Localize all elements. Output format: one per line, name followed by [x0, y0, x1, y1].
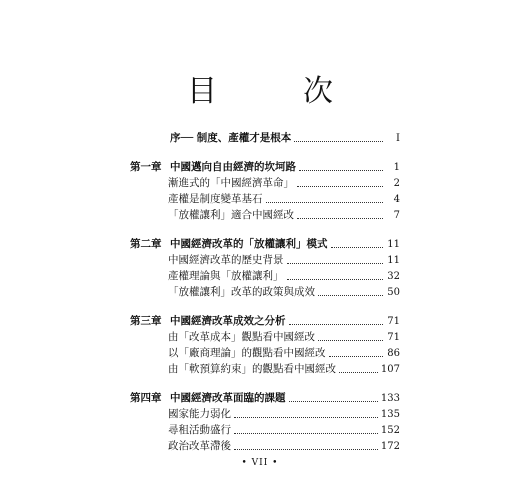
toc-section-row: [130, 207, 400, 223]
section-title: 產權是制度變革基石: [168, 193, 263, 205]
dot-leader: [287, 279, 384, 280]
dot-leader: [331, 247, 384, 248]
chapter-title: 中國邁向自由經濟的坎坷路: [170, 161, 296, 173]
chapter-number: 第一章: [130, 161, 162, 173]
page-number: 133: [380, 393, 400, 404]
section-title: 「放權讓利」適合中國經改: [168, 209, 294, 221]
page-number: 32: [387, 271, 400, 282]
section-title: 由「軟預算約束」的觀點看中國經改: [168, 363, 336, 375]
page-number: 135: [380, 409, 400, 420]
toc-section-row: [130, 345, 400, 361]
toc-section-row: [130, 422, 400, 438]
section-title: 中國經濟改革的歷史背景: [168, 254, 284, 266]
toc-section-row: [130, 175, 400, 191]
dot-leader: [234, 433, 378, 434]
section-title: 以「廠商理論」的觀點看中國經改: [168, 347, 326, 359]
page-number: 11: [387, 255, 400, 266]
page-number: 11: [387, 239, 400, 250]
chapter-number: 第四章: [130, 392, 162, 404]
dot-leader: [318, 340, 383, 341]
page-number: 7: [393, 210, 400, 221]
section-title: 產權理論與「放權讓利」: [168, 270, 284, 282]
dot-leader: [266, 202, 384, 203]
chapter-title: 中國經濟改革的「放權讓利」模式: [170, 238, 328, 250]
toc-chapter-row: [130, 159, 400, 175]
page-number: 86: [387, 348, 400, 359]
page-number: 152: [380, 425, 400, 436]
toc-section-row: [130, 329, 400, 345]
chapter-title: 中國經濟改革面臨的課題: [170, 392, 286, 404]
dot-leader: [297, 186, 383, 187]
page-number: 2: [393, 178, 400, 189]
toc-section-row: [130, 284, 400, 300]
toc-section-row: [130, 361, 400, 377]
toc-chapter-row: [130, 313, 400, 329]
chapter-number: 第三章: [130, 315, 162, 327]
dot-leader: [339, 372, 378, 373]
page-number: 71: [387, 316, 400, 327]
section-title: 「放權讓利」改革的政策與成效: [168, 286, 315, 298]
dot-leader: [299, 170, 383, 171]
chapter-title: 中國經濟改革成效之分析: [170, 315, 286, 327]
section-title: 國家能力弱化: [168, 408, 231, 420]
chapter-number: 第二章: [130, 238, 162, 250]
section-title: 尋租活動盛行: [168, 424, 231, 436]
toc-chapter-row: [130, 130, 400, 146]
dot-leader: [287, 263, 384, 264]
page-number: 172: [380, 441, 400, 452]
page-number: 1: [393, 162, 400, 173]
dot-leader: [289, 401, 378, 402]
toc-chapter-row: [130, 236, 400, 252]
page-number: 71: [387, 332, 400, 343]
dot-leader: [289, 324, 384, 325]
toc-section-row: [130, 406, 400, 422]
table-of-contents: [130, 130, 400, 454]
toc-section-row: [130, 438, 400, 454]
page-number-footer: • VII •: [241, 458, 279, 468]
dot-leader: [234, 417, 378, 418]
toc-section-row: [130, 191, 400, 207]
chapter-title: 序── 制度、產權才是根本: [170, 132, 292, 144]
section-title: 漸進式的「中國經濟革命」: [168, 177, 294, 189]
dot-leader: [318, 295, 383, 296]
toc-section-row: [130, 252, 400, 268]
section-title: 由「改革成本」觀點看中國經改: [168, 331, 315, 343]
toc-chapter-row: [130, 390, 400, 406]
dot-leader: [297, 218, 383, 219]
dot-leader: [294, 141, 383, 142]
page-number: 107: [380, 364, 400, 375]
section-title: 政治改革滯後: [168, 440, 231, 452]
page-number: 50: [387, 287, 400, 298]
page-number: I: [396, 133, 400, 144]
dot-leader: [329, 356, 384, 357]
toc-section-row: [130, 268, 400, 284]
page-number: 4: [393, 194, 400, 205]
dot-leader: [234, 449, 378, 450]
page-title: 目 次: [187, 74, 361, 109]
